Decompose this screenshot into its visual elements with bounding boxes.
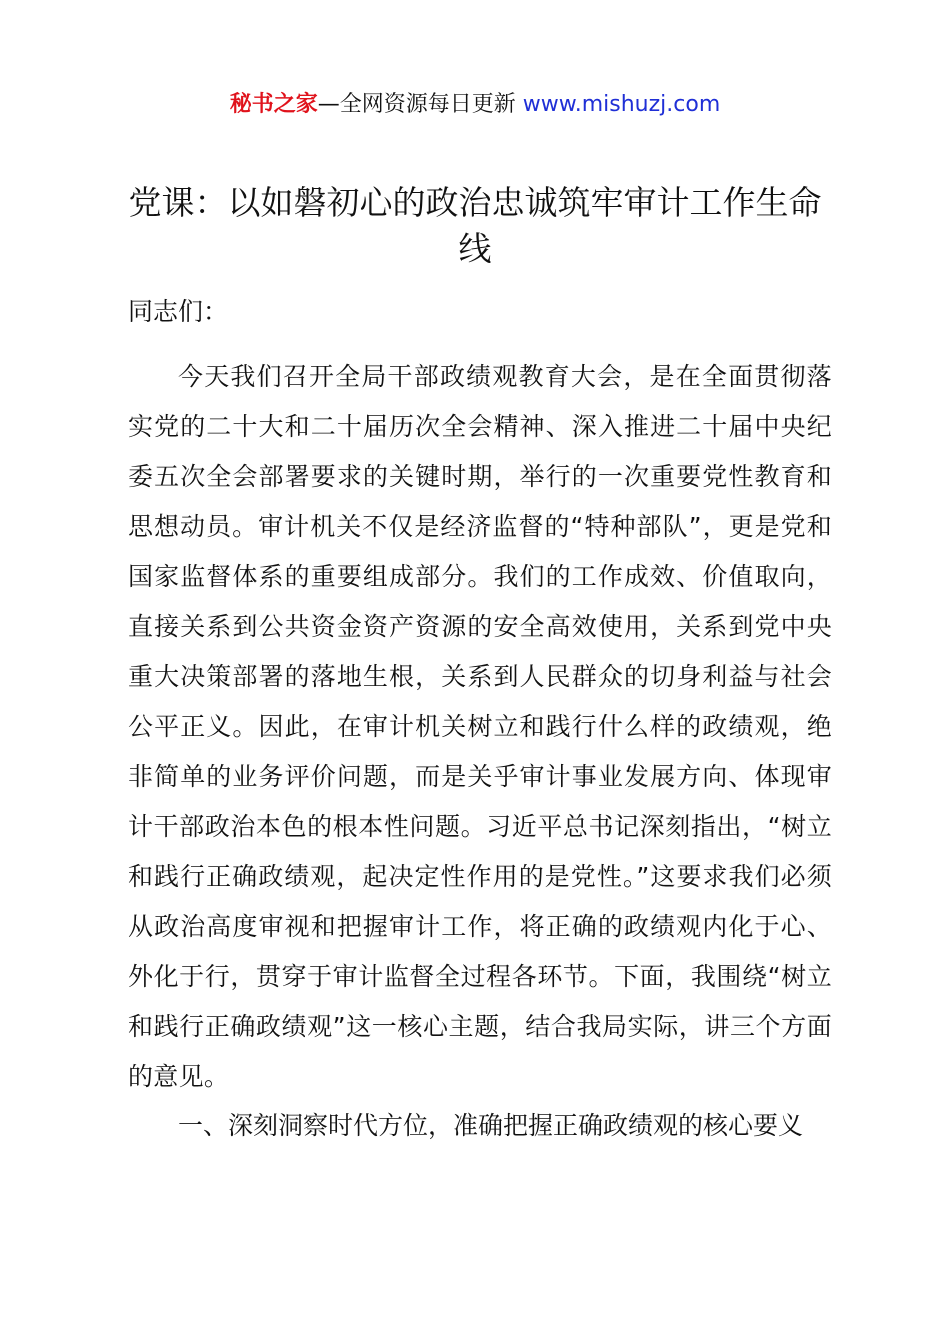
document-title: 党课：以如磐初心的政治忠诚筑牢审计工作生命线 xyxy=(128,183,822,268)
site-url-link[interactable]: www.mishuzj.com xyxy=(522,92,721,117)
brand-name: 秘书之家 xyxy=(229,92,318,117)
salutation: 同志们： xyxy=(128,297,229,326)
section-heading: 一、深刻洞察时代方位，准确把握正确政绩观的核心要义 xyxy=(178,1111,804,1140)
site-header xyxy=(0,88,950,122)
header-slogan: —全网资源每日更新 xyxy=(317,92,516,117)
body-paragraph: 今天我们召开全局干部政绩观教育大会，是在全面贯彻落实党的二十大和二十届历次全会精神、深入推进二十届中央纪委五次全会部署要求的关键时期，举行的一次重要党性教育和思想动员。审计机关不仅是经济监督的“特种部队”，更是党和国家监督体系的重要组成部分。我们的工作成效、价值取向，直接关系到公共资金资产资源的安全高效使用，关系到党中央重大决策部署的落地生根，关系到人民群众的切身利益与社会公平正义。因此，在审计机关树立和践行什么样的政绩观，绝非简单的业务评价问题，而是关乎审计事业发展方向、体现审计干部政治本色的根本性问题。习近平总书记深刻指出，“树立和践行正确政绩观，起决定性作用的是党性。”这要求我们必须从政治高度审视和把握审计工作，将正确的政绩观内化于心、外化于行，贯穿于审计监督全过程各环节。下面，我围绕“树立和践行正确政绩观”这一核心主题，结合我局实际，讲三个方面的意见。 xyxy=(128,362,832,1091)
